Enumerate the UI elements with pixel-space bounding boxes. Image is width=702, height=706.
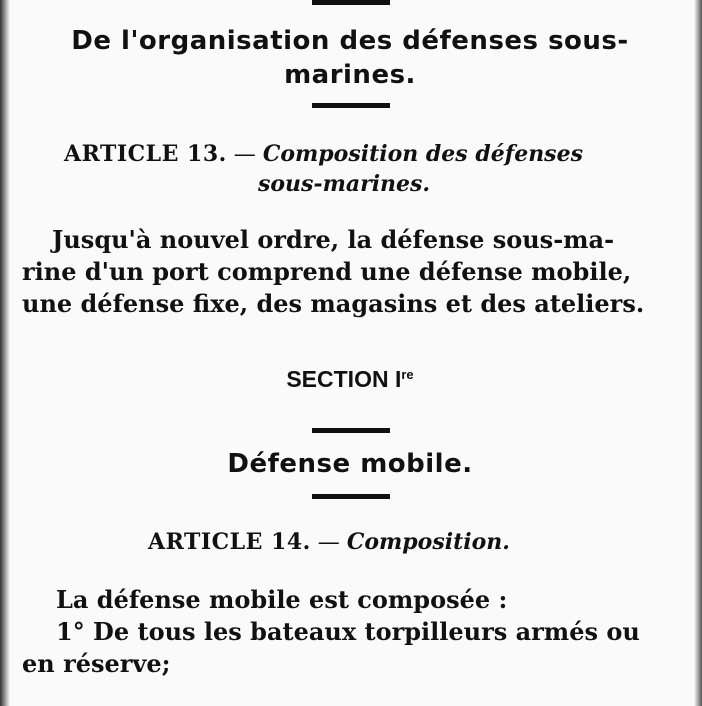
page-edge-right <box>694 0 702 706</box>
paragraph-line: une défense fixe, des magasins et des ateliers. <box>22 289 645 318</box>
article-13-title: Composition des défenses <box>262 141 583 167</box>
heading-defense-mobile: Défense mobile. <box>227 449 473 479</box>
paragraph-line: rine d'un port comprend une défense mobile, <box>22 257 632 286</box>
paragraph-line: 1° De tous les bateaux torpilleurs armés ou <box>56 617 640 646</box>
article-13-dash: — <box>226 142 263 167</box>
article-13-title-continued <box>258 170 430 199</box>
rule-top <box>312 0 390 5</box>
article-13-heading <box>64 140 583 169</box>
article-14-dash: — <box>310 530 347 555</box>
article-13-title-line2: sous-marines. <box>258 171 431 197</box>
paragraph-line: en réserve; <box>22 649 171 678</box>
section-superscript: re <box>401 367 414 382</box>
article-14-label: ARTICLE 14. <box>148 529 311 555</box>
page-edge-left <box>0 0 10 706</box>
article-14-heading <box>148 528 510 557</box>
heading-organisation <box>20 24 680 92</box>
rule-after-defense-mobile <box>312 494 390 499</box>
article-13-paragraph <box>22 224 690 320</box>
section-label: SECTION I <box>286 366 402 392</box>
article-14-paragraph <box>22 584 690 680</box>
article-14-title: Composition. <box>346 529 510 555</box>
rule-before-defense-mobile <box>312 428 390 433</box>
section-title <box>20 366 680 393</box>
article-13-label: ARTICLE 13. <box>64 141 227 167</box>
heading-organisation-line2: marines. <box>284 60 416 90</box>
rule-after-heading <box>312 103 390 108</box>
heading-organisation-line1: De l'organisation des défenses sous- <box>71 26 629 56</box>
paragraph-line: La défense mobile est composée : <box>56 585 508 614</box>
paragraph-line: Jusqu'à nouvel ordre, la défense sous-ma- <box>52 225 615 254</box>
